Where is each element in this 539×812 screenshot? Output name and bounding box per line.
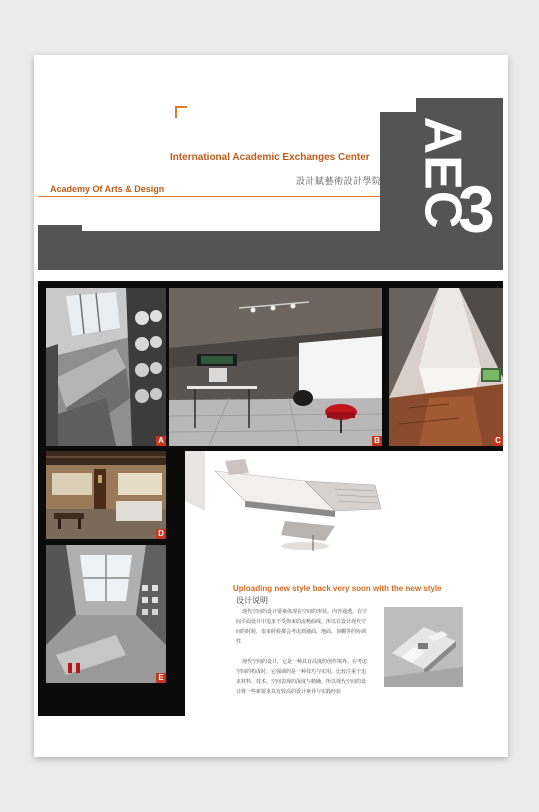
vertical-aec-text: AEC (413, 116, 472, 230)
library-render (46, 451, 166, 539)
building-model-render (185, 451, 385, 566)
triangular-hall-render (389, 288, 503, 446)
atrium-stairs-render (46, 288, 166, 446)
corner-bracket-mark (175, 106, 187, 118)
skylight-atrium-render (46, 545, 166, 683)
orange-divider (38, 196, 380, 197)
header-white-bar (82, 225, 380, 231)
photo-office-room (169, 288, 382, 446)
description-paragraph-2: 现代空间的设计，它是一种具有高度的创作境界。在考虑空间的构成时，它强调的是一种技巧与实用，比较注重于追求材料、技术、空间表现的深度与精确。所以现代空间的设计将一些新要求具有较高的设计素养与实践经验 (236, 659, 368, 695)
description-paragraph-1: 现代空间的设计要素体现在空间的形状、内外通透，在空间平面设计中追求不受拘束的流畅曲线。所以在设计现代空间的时候，很多时候都会考虑到墙面、地面、顶棚等的协调性 (236, 609, 368, 645)
photo-label-b: B (372, 436, 382, 446)
issue-number: 3 (458, 172, 495, 246)
upload-heading: Uploading new style back very soon with the new style (233, 584, 442, 593)
photo-label-e: E (156, 673, 166, 683)
site-model-render (384, 607, 463, 687)
center-title: International Academic Exchanges Center (170, 152, 370, 163)
photo-label-d: D (156, 529, 166, 539)
academy-name: Academy Of Arts & Design (50, 184, 165, 194)
photo-atrium-stairs (46, 288, 166, 446)
photo-label-a: A (156, 436, 166, 446)
photo-library (46, 451, 166, 539)
photo-label-c: C (493, 436, 503, 446)
school-name-cn: 設計賦藝術設計學院 (296, 176, 382, 186)
design-notes-heading: 设计说明 (236, 596, 268, 605)
aec-panel-notch (380, 98, 416, 112)
poster-card (34, 55, 508, 757)
photo-triangular-hall (389, 288, 503, 446)
description-panel (185, 451, 503, 716)
office-room-render (169, 288, 382, 446)
photo-skylight-atrium (46, 545, 166, 683)
